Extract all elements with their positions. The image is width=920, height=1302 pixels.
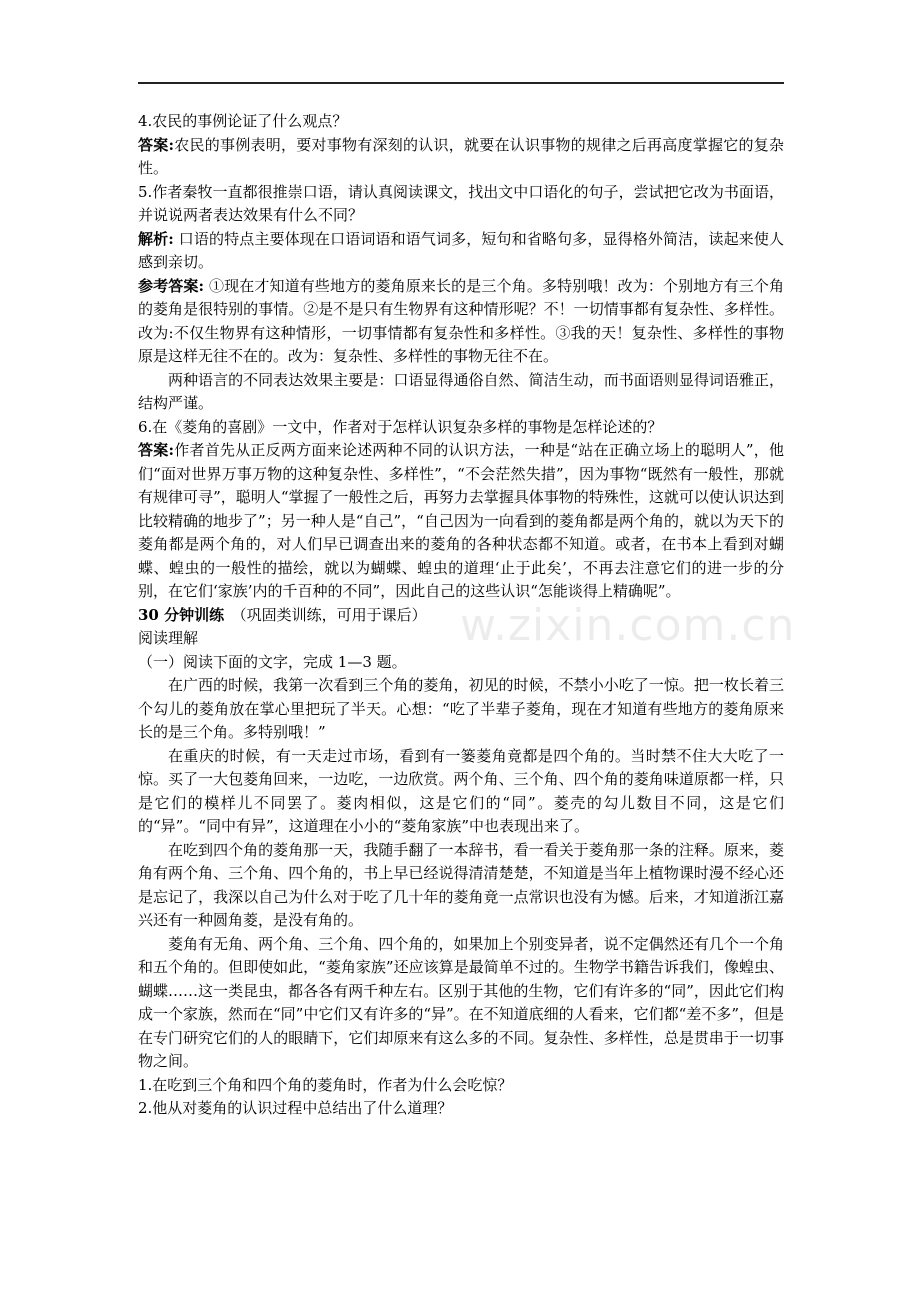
document-body: [138, 110, 784, 1121]
answer-label: 答案:: [138, 441, 175, 459]
analysis-5: [138, 228, 784, 275]
question-5: 5.作者秦牧一直都很推崇口语，请认真阅读课文，找出文中口语化的句子，尝试把它改为书面语，并说说两者表达效果有什么不同？: [138, 182, 784, 224]
section-heading: 阅读理解: [138, 629, 199, 647]
answer-4: [138, 134, 784, 181]
answer-text: 农民的事例表明，要对事物有深刻的认识，就要在认识事物的规律之后再高度掌握它的复杂性。: [138, 135, 784, 177]
passage-paragraph: 菱角有无角、两个角、三个角、四个角的，如果加上个别变异者，说不定偶然还有几个一个角和五个角的。但即使如此，“菱角家族”还应该算是最简单不过的。生物学书籍告诉我们，像蝗虫、蝴蝶……这一类昆虫，都各各有两千种左右。区别于其他的生物，它们有许多的“同”，因此它们构成一个家族，然而在“同”中它们又有许多的“异”。在不知道底细的人看来，它们都“差不多”，但是在专门研究它们的人的眼睛下，它们却原来有这么多的不同。复杂性、多样性，总是贯串于一切事物之间。: [138, 934, 785, 1070]
training-title: 30 分钟训练: [138, 605, 225, 624]
answer-label: 答案:: [138, 135, 175, 154]
part-heading: （一）阅读下面的文字，完成 1—3 题。: [138, 652, 407, 671]
reference-answer-5-cont: 两种语言的不同表达效果主要是：口语显得通俗自然、简洁生动，而书面语则显得词语雅正，结构严谨。: [138, 370, 784, 412]
reference-label: 参考答案:: [138, 276, 205, 295]
watermark: w.zixin.com.cn: [460, 600, 796, 651]
passage-paragraph: 在广西的时候，我第一次看到三个角的菱角，初见的时候，不禁小小吃了一惊。把一枚长着三个勾儿的菱角放在掌心里把玩了半天。心想：“吃了半辈子菱角，现在才知道有些地方的菱角原来长的是三个角。多特别哦！”: [138, 676, 784, 741]
analysis-label: 解析:: [138, 229, 174, 248]
answer-6: [138, 439, 784, 604]
analysis-text: 口语的特点主要体现在口语词语和语气词多，短句和省略句多，显得格外简洁，读起来使人感到亲切。: [138, 229, 784, 271]
training-heading: [138, 604, 784, 628]
question-6: 6.在《菱角的喜剧》一文中，作者对于怎样认识复杂多样的事物是怎样论述的？: [138, 417, 663, 436]
reference-text: ①现在才知道有些地方的菱角原来长的是三个角。多特别哦！改为：个别地方有三个角的菱角是很特别的事情。②是不是只有生物界有这种情形呢？不！一切情事都有复杂性、多样性。改为:不仅生物界有这种情形，一切事情都有复杂性和多样性。③我的天！复杂性、多样性的事物原是这样无往不在的。改为：复杂性、多样性的事物无往不在。: [138, 276, 784, 365]
answer-text: 作者首先从正反两方面来论述两种不同的认识方法，一种是“站在正确立场上的聪明人”，他们“面对世界万事万物的这种复杂性、多样性”，“不会茫然失措”，因为事物“既然有一般性，那就有规律可寻”，聪明人“掌握了一般性之后，再努力去掌握具体事物的特殊性，这就可以使认识达到比较精确的地步了”；另一种人是“自己”，“自己因为一向看到的菱角都是两个角的，就以为天下的菱角都是两个角的，对人们早已调查出来的菱角的各种状态都不知道。或者，在书本上看到对蝴蝶、蝗虫的一般性的描绘，就以为蝴蝶、蝗虫的道理‘止于此矣’，不再去注意它们的进一步的分别，在它们‘家族’内的千百种的不同”，因此自己的这些认识“怎能谈得上精确呢”。: [138, 441, 784, 600]
question-1: 1.在吃到三个角和四个角的菱角时，作者为什么会吃惊？: [138, 1075, 513, 1094]
passage-paragraph: 在吃到四个角的菱角那一天，我随手翻了一本辞书，看一看关于菱角那一条的注释。原来，菱角有两个角、三个角、四个角的，书上早已经说得清清楚楚，不知道是当年上植物课时漫不经心还是忘记了，我深以自己为什么对于吃了几十年的菱角竟一点常识也没有为憾。后来，才知道浙江嘉兴还有一种圆角菱，是没有角的。: [138, 840, 784, 929]
training-subtitle: （巩固类训练，可用于课后）: [224, 605, 427, 624]
question-4: 4.农民的事例论证了什么观点？: [138, 112, 348, 130]
passage-paragraph: 在重庆的时候，有一天走过市场，看到有一篓菱角竟都是四个角的。当时禁不住大大吃了一惊。买了一大包菱角回来，一边吃，一边欣赏。两个角、三个角、四个角的菱角味道原都一样，只是它们的模样儿不同罢了。菱肉相似，这是它们的“同”。菱壳的勾儿数目不同，这是它们的“异”。“同中有异”，这道理在小小的“菱角家族”中也表现出来了。: [138, 746, 784, 835]
header-rule: [138, 82, 784, 84]
question-2: 2.他从对菱角的认识过程中总结出了什么道理？: [138, 1099, 453, 1117]
reference-answer-5: [138, 275, 784, 369]
